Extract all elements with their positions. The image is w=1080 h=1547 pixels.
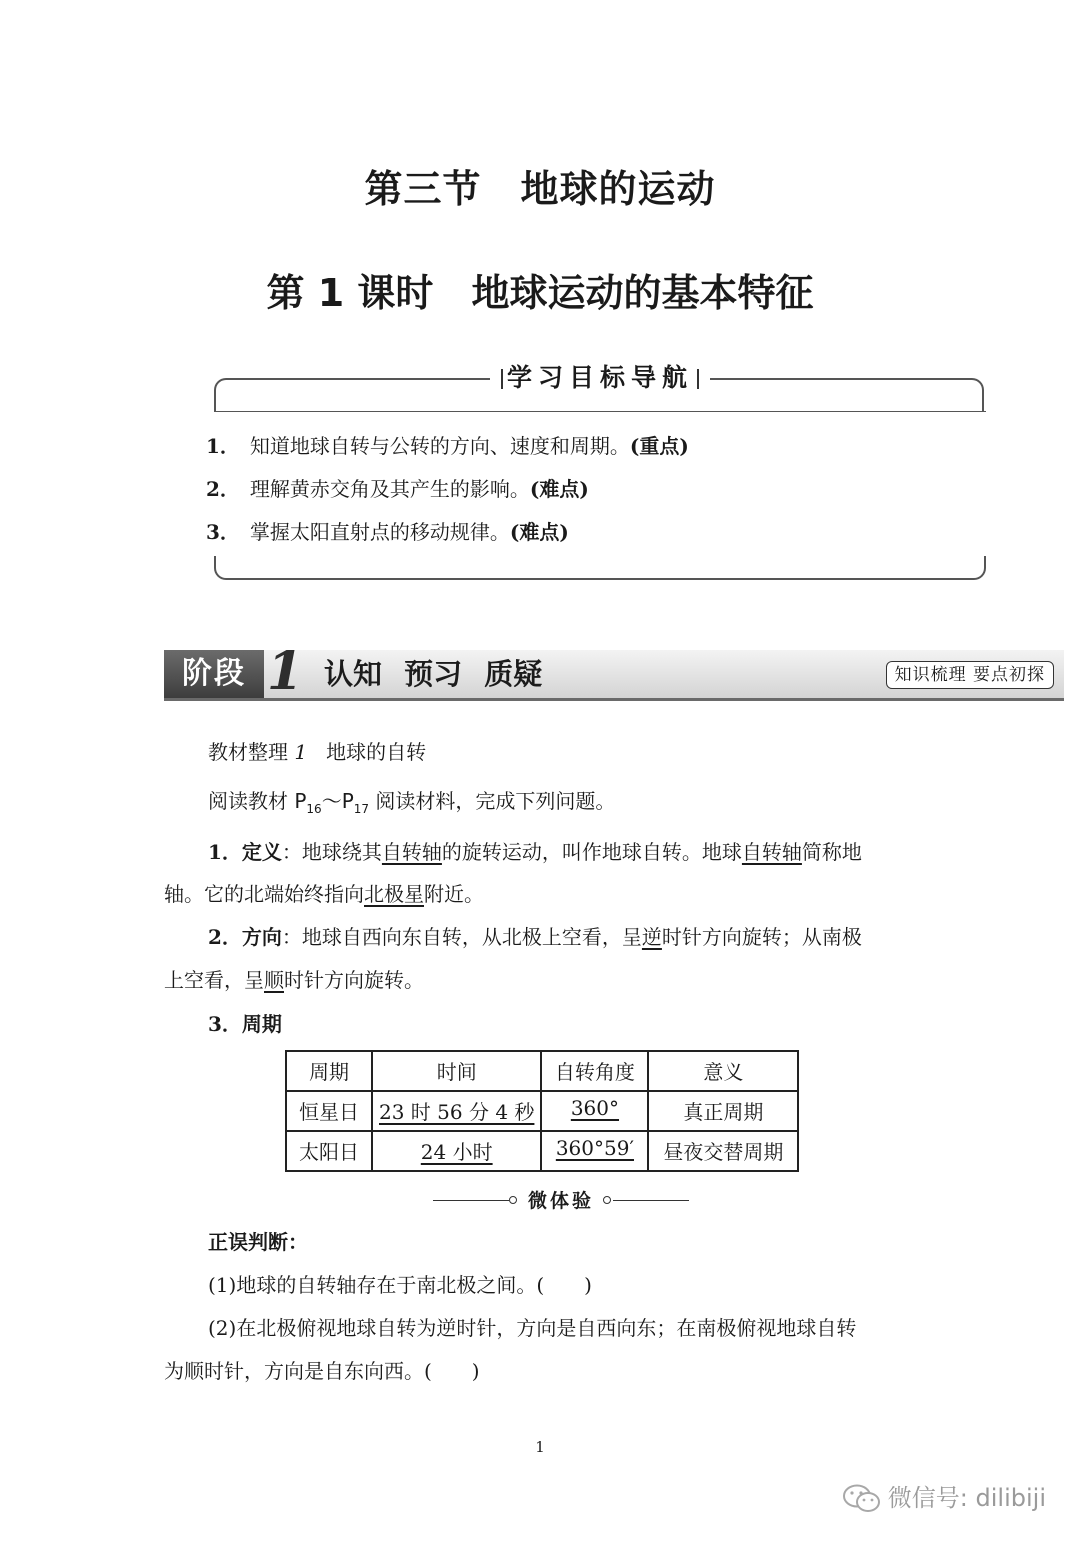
objective-item: 2． 理解黄赤交角及其产生的影响。(难点) xyxy=(206,477,589,501)
objective-item: 3． 掌握太阳直射点的移动规律。(难点) xyxy=(206,520,569,544)
objectives-divider xyxy=(214,411,986,412)
section-title: 第三节 地球的运动 xyxy=(364,167,716,211)
table-cell: 360° xyxy=(541,1091,648,1131)
answer-blank: 顺 xyxy=(264,968,284,992)
table-cell: 太阳日 xyxy=(286,1131,372,1171)
lesson-prefix: 第 1 课时 xyxy=(266,271,434,315)
objectives-heading xyxy=(490,360,710,396)
objectives-heading-text: 学习目标导航 xyxy=(506,363,693,392)
answer-blank: 逆 xyxy=(641,925,662,949)
period-table xyxy=(285,1050,799,1172)
period-heading: 3．周期 xyxy=(208,1012,282,1036)
lesson-title xyxy=(0,262,1080,317)
direction-line-1: 2．方向：地球自西向东自转，从北极上空看，呈逆时针方向旋转；从南极 xyxy=(208,925,862,949)
judge-heading: 正误判断： xyxy=(208,1230,308,1254)
question-2-line-2: 为顺时针，方向是自东向西。( ) xyxy=(164,1359,480,1383)
table-cell: 23 时 56 分 4 秒 xyxy=(372,1091,541,1131)
answer-blank: 自转轴 xyxy=(381,840,442,864)
objective-item: 1． 知道地球自转与公转的方向、速度和周期。(重点) xyxy=(206,434,689,458)
answer-blank: 自转轴 xyxy=(741,840,802,864)
definition-line-1: 1．定义：地球绕其自转轴的旋转运动，叫作地球自转。地球自转轴简称地 xyxy=(208,840,862,864)
reading-instruction: 阅读教材 $P_{16}\sim P_{17}$ 阅读材料，完成下列问题。 xyxy=(208,789,616,816)
stage-label: 阶段 xyxy=(164,650,264,698)
definition-line-2: 轴。它的北端始终指向北极星附近。 xyxy=(164,882,484,906)
page-number: 1 xyxy=(535,1438,545,1456)
objectives-list xyxy=(206,432,689,561)
answer-blank: 北极星 xyxy=(364,882,424,906)
watermark-text: 微信号: dilibiji xyxy=(887,1484,1046,1512)
question-2-line-1: (2)在北极俯视地球自转为逆时针，方向是自西向东；在南极俯视地球自转 xyxy=(208,1316,857,1340)
stage-number: 1 xyxy=(266,641,304,702)
stage-title: 认知 预习 质疑 xyxy=(324,657,543,691)
table-header: 时间 xyxy=(372,1051,541,1091)
micro-experience-divider xyxy=(433,1188,689,1214)
question-1: (1)地球的自转轴存在于南北极之间。( ) xyxy=(208,1273,592,1297)
lesson-name: 地球运动的基本特征 xyxy=(471,271,814,315)
table-cell: 24 小时 xyxy=(372,1131,541,1171)
table-row xyxy=(286,1091,798,1131)
table-header: 周期 xyxy=(286,1051,372,1091)
micro-experience-label: 微体验 xyxy=(527,1190,594,1212)
material-heading: 教材整理 1 地球的自转 xyxy=(208,740,427,764)
table-row xyxy=(286,1131,798,1171)
objectives-box-bottom xyxy=(214,556,986,580)
table-header-row xyxy=(286,1051,798,1091)
stage-banner xyxy=(164,641,1064,702)
table-cell: 恒星日 xyxy=(286,1091,372,1131)
direction-line-2: 上空看，呈顺时针方向旋转。 xyxy=(164,968,424,992)
wechat-watermark xyxy=(842,1480,1046,1516)
table-cell: 昼夜交替周期 xyxy=(648,1131,798,1171)
wechat-icon xyxy=(842,1483,882,1515)
table-cell: 360°59′ xyxy=(541,1131,648,1171)
table-cell: 真正周期 xyxy=(648,1091,798,1131)
table-header: 意义 xyxy=(648,1051,798,1091)
stage-tag: 知识梳理 要点初探 xyxy=(886,661,1054,689)
table-header: 自转角度 xyxy=(541,1051,648,1091)
